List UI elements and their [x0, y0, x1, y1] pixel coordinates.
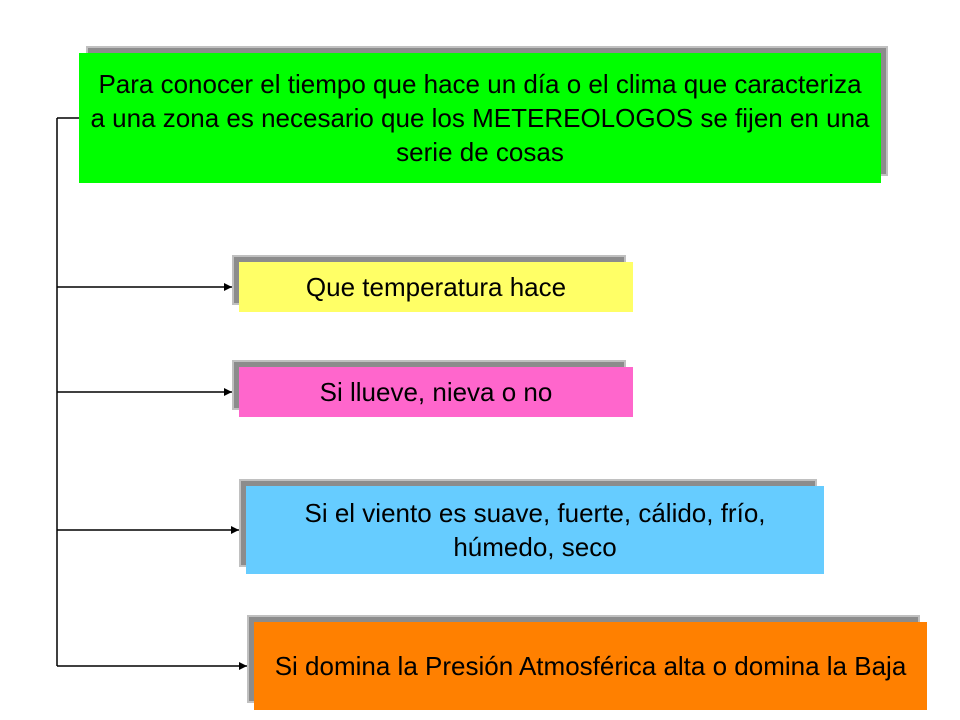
arrowhead-temperature — [224, 283, 232, 291]
precipitation-box: Si llueve, nieva o no — [239, 367, 633, 417]
temperature-box: Que temperatura hace — [239, 262, 633, 312]
arrowhead-rain — [224, 388, 232, 396]
arrowhead-wind — [231, 526, 239, 534]
wind-box: Si el viento es suave, fuerte, cálido, frío, húmedo, seco — [246, 486, 824, 574]
pressure-box: Si domina la Presión Atmosférica alta o domina la Baja — [254, 622, 927, 710]
arrowhead-pressure — [239, 662, 247, 670]
main-concept-box: Para conocer el tiempo que hace un día o el clima que caracteriza a una zona es necesario que los METEREOLOGOS se fijen en una serie de cosas — [79, 53, 881, 183]
